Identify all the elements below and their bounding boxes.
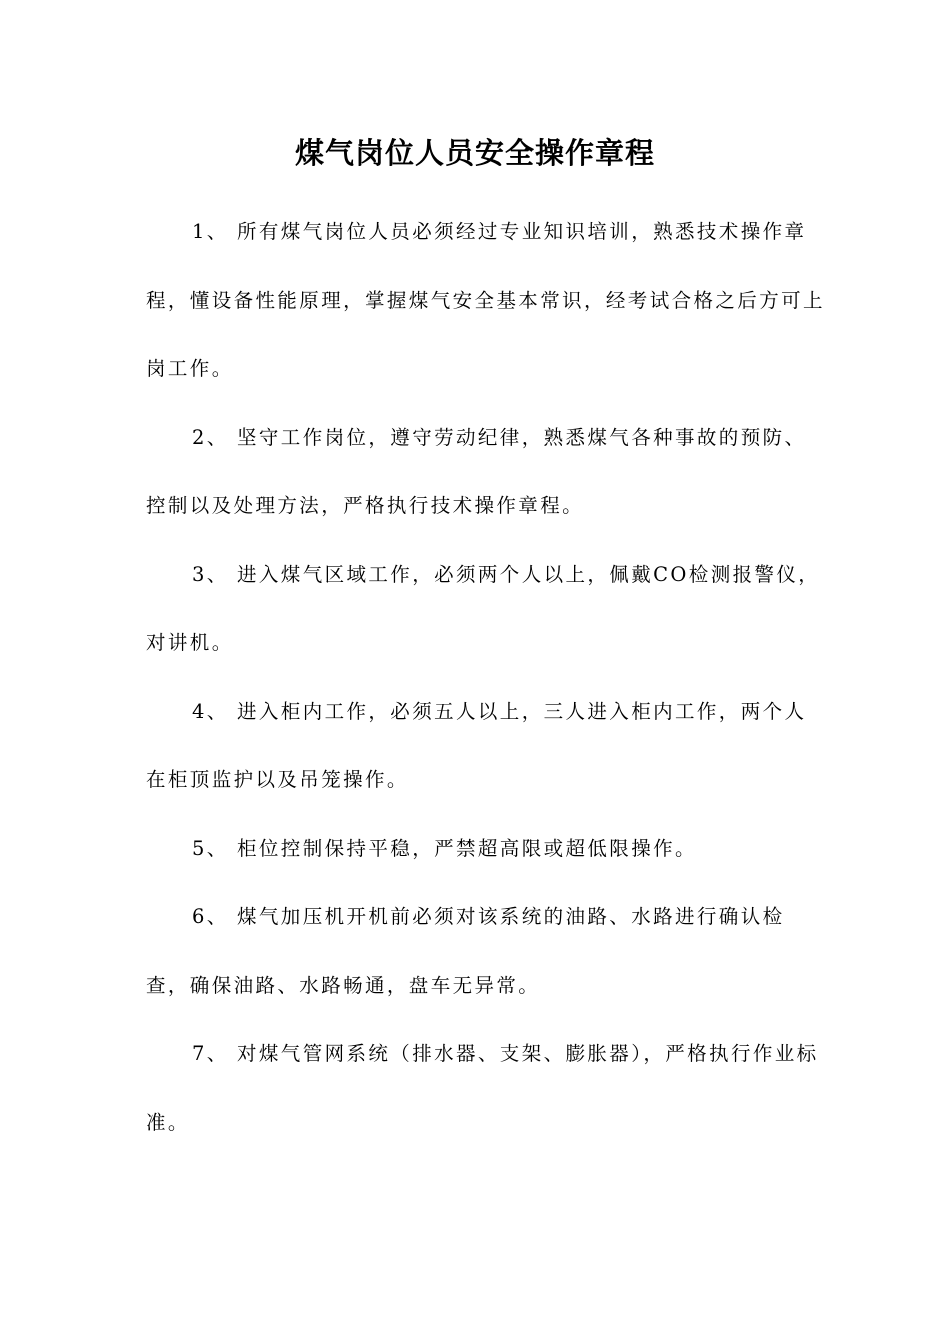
paragraph-text: 所有煤气岗位人员必须经过专业知识培训，熟悉技术操作章程，懂设备性能原理，掌握煤气安全基本常识，经考试合格之后方可上岗工作。	[146, 220, 825, 380]
paragraph-4	[146, 678, 826, 815]
paragraph-text: 煤气加压机开机前必须对该系统的油路、水路进行确认检查，确保油路、水路畅通，盘车无异常。	[146, 905, 785, 997]
paragraph-text: 进入柜内工作，必须五人以上，三人进入柜内工作，两个人在柜顶监护以及吊笼操作。	[146, 699, 807, 791]
paragraph-number: 3、	[192, 562, 229, 586]
paragraph-2	[146, 404, 826, 541]
paragraph-3	[146, 541, 826, 678]
paragraph-text: 进入煤气区域工作，必须两个人以上，佩戴CO检测报警仪，对讲机。	[146, 562, 821, 654]
document-body	[146, 198, 826, 1157]
paragraph-text: 对煤气管网系统（排水器、支架、膨胀器），严格执行作业标准。	[146, 1042, 819, 1134]
paragraph-number: 6、	[192, 905, 229, 928]
paragraph-number: 4、	[192, 699, 229, 723]
paragraph-7	[146, 1020, 826, 1157]
document-title: 煤气岗位人员安全操作章程	[294, 136, 655, 170]
paragraph-6	[146, 883, 826, 1020]
paragraph-5	[146, 815, 826, 884]
paragraph-text: 坚守工作岗位，遵守劳动纪律，熟悉煤气各种事故的预防、控制以及处理方法，严格执行技术操作章程。	[146, 425, 807, 517]
paragraph-number: 1、	[192, 220, 229, 243]
paragraph-number: 2、	[192, 425, 229, 449]
paragraph-text: 柜位控制保持平稳，严禁超高限或超低限操作。	[237, 836, 697, 860]
paragraph-number: 5、	[192, 836, 229, 860]
paragraph-1	[146, 198, 826, 404]
paragraph-number: 7、	[192, 1042, 229, 1065]
